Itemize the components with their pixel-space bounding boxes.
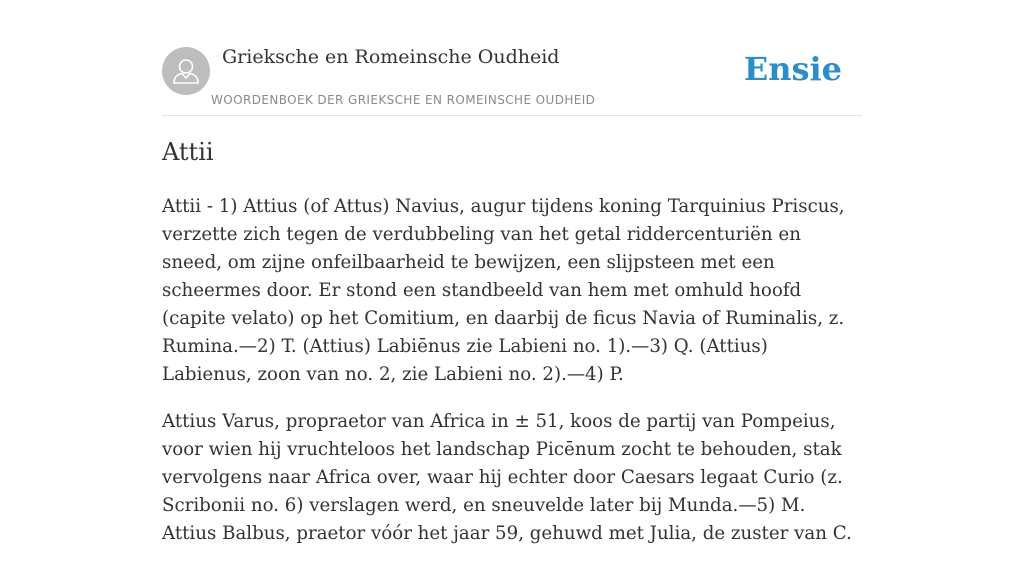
ensie-logo[interactable]: Ensie — [743, 50, 842, 88]
user-icon — [162, 47, 210, 95]
entry-paragraph: Attii - 1) Attius (of Attus) Navius, augur tijdens koning Tarquinius Priscus, verzette zich tegen de verdubbeling van het getal riddercenturiën en sneed, om zijne onfeilbaarheid te bewijzen, een slijpsteen met een scheermes door. Er stond een standbeeld van hem met omhuld hoofd (capite velato) op het Comitium, en daarbij de ficus Navia of Ruminalis, z. Rumina.—2) T. (Attius) Labiēnus zie Labieni no. 1).—3) Q. (Attius) Labienus, zoon van no. 2, zie Labieni no. 2).—4) P. — [162, 196, 845, 385]
entry-container — [162, 0, 862, 544]
entry-title: Attii — [162, 138, 214, 166]
entry-body — [162, 193, 862, 567]
source-subtitle: WOORDENBOEK DER GRIEKSCHE EN ROMEINSCHE OUDHEID — [211, 93, 596, 107]
source-avatar[interactable] — [162, 47, 210, 95]
entry-paragraph: Attius Varus, propraetor van Africa in ± 51, koos de partij van Pompeius, voor wien hij vruchteloos het landschap Picēnum zocht te behouden, stak vervolgens naar Africa over, waar hij echter door Caesars legaat Curio (z. Scribonii no. 6) verslagen werd, en sneuvelde later bij Munda.—5) M. Attius Balbus, praetor vóór het jaar 59, gehuwd met Julia, de zuster van C. — [162, 411, 852, 544]
source-title-link[interactable]: Grieksche en Romeinsche Oudheid — [222, 46, 560, 68]
source-header — [162, 0, 862, 116]
